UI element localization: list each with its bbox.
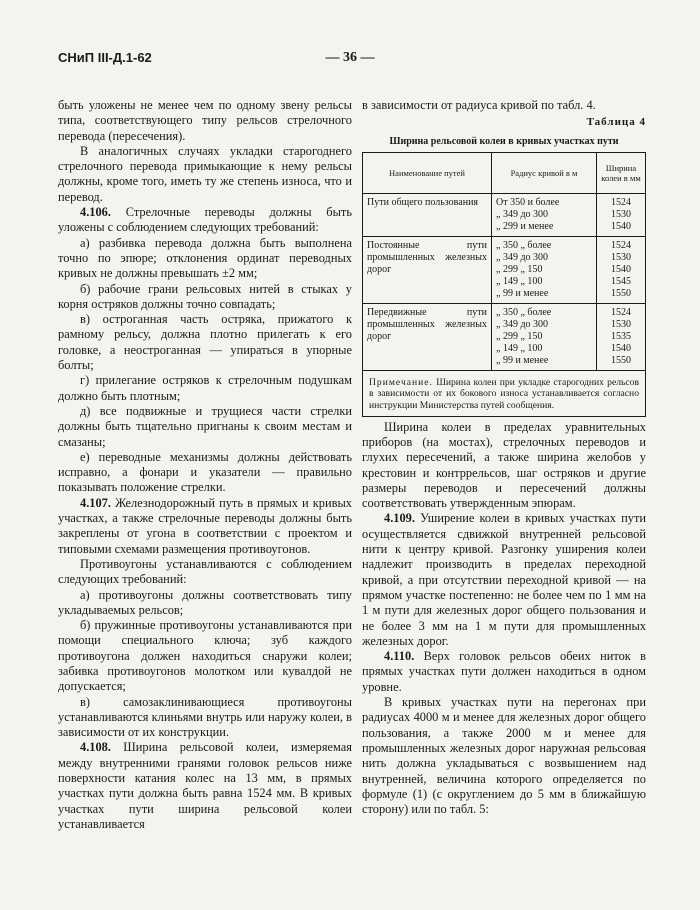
radius-value: „ 149 „ 100	[496, 342, 543, 354]
width-value: 1540	[611, 342, 631, 354]
table-caption: Таблица 4	[586, 116, 646, 129]
table-row	[363, 236, 646, 303]
paragraph: В аналогичных случаях укладки старогоднего стрелочного перевода примыкающие к нему рельсы должны, кроме того, иметь ту же степень износа, что и перевод.	[58, 143, 352, 204]
list-item: г) прилегание остряков к стрелочным подушкам должно быть плотным;	[58, 373, 352, 403]
paragraph: Противоугоны устанавливаются с соблюдением следующих требований:	[58, 556, 352, 587]
section-text: Железнодорожный путь в прямых и кривых участках, а также стрелочные переводы должны быть закреплены от угона в соответствии с проектом и типовыми схемами размещения противоугонов.	[58, 495, 352, 556]
page-header	[58, 50, 642, 70]
column-header: Радиус кривой в м	[492, 152, 597, 193]
width-value: 1530	[611, 318, 631, 330]
list-item: в) остроганная часть остряка, прижатого к рамному рельсу, должна плотно прилегать к его головке, а неостроганная — упираться в упорные болты;	[58, 312, 352, 373]
paragraph: Ширина колеи в пределах уравнительных приборов (на мостах), стрелочных переводов и глухих пересечений, а также ширина желобов у крестовин и контррельсов, шаг остряков и другие размеры переводов и пересечений должны соответствовать утвержденным эпюрам.	[362, 419, 646, 511]
radius-value: „ 299 и менее	[496, 220, 554, 232]
radius-value: От 350 и более	[496, 196, 560, 208]
list-item: е) переводные механизмы должны действовать исправно, а фонари и указатели — правильно показывать положение стрелки.	[58, 449, 352, 495]
paragraph: В кривых участках пути на перегонах при радиусах 4000 м и менее для железных дорог общего пользования, а также 2000 м и менее для промышленных железных дорог наружная рельсовая нить должна укладываться с возвышением над внутренней, величина которого определяется по формуле (1) (с округлением до 5 мм в ближайшую сторону) или по табл. 5:	[362, 695, 646, 817]
section-text: Ширина рельсовой колеи, измеряемая между внутренними гранями головок рельсов ниже поверхности катания колес на 13 мм, в прямых участках пути должна быть равна 1524 мм. В кривых участках пути ширина рельсовой колеи устанавливается	[58, 740, 352, 831]
list-item: а) разбивка перевода должна быть выполнена точно по эпюре; отклонения ординат переводных кривых не должны превышать ±2 мм;	[58, 235, 352, 281]
section-text: Стрелочные переводы должны быть уложены с соблюдением следующих требований:	[58, 205, 352, 235]
radius-cell	[492, 236, 597, 303]
section-4-106	[58, 205, 352, 236]
width-cell	[597, 236, 646, 303]
table-note	[362, 371, 646, 417]
section-number: 4.107.	[80, 495, 111, 510]
width-value: 1550	[611, 354, 631, 366]
width-value: 1540	[611, 263, 631, 275]
radius-value: „ 349 до 300	[496, 208, 549, 220]
section-text: Верх головок рельсов обеих ниток в прямых участках пути должен находиться в одном уровне.	[362, 649, 646, 694]
column-header: Ширина колеи в мм	[597, 152, 646, 193]
width-cell	[597, 193, 646, 236]
section-number: 4.108.	[80, 740, 111, 755]
table-row	[363, 193, 646, 236]
radius-cell	[492, 303, 597, 370]
section-text: Уширение колеи в кривых участках пути осуществляется сдвижкой внутренней рельсовой нити к центру кривой. Разгонку уширения колеи надлежит производить в пределах переходной кривой, а при отсутствии переходной кривой — на прямом участке постепенно: не более чем по 1 мм на 1 м пути для железных дорог общего пользования и не более 3 мм на 1 м пути для промышленных железных дорог.	[362, 511, 646, 648]
width-cell	[597, 303, 646, 370]
table-row	[363, 303, 646, 370]
gauge-width-table	[362, 152, 646, 371]
width-value: 1550	[611, 287, 631, 299]
section-4-110	[362, 649, 646, 695]
width-value: 1535	[611, 330, 631, 342]
radius-value: „ 350 „ более	[496, 306, 552, 318]
right-column	[362, 98, 646, 817]
note-text: Ширина колеи при укладке старогодних рельсов в зависимости от их бокового износа устанавливается согласно инструкции Министерства путей сообщения.	[369, 376, 639, 412]
track-type: Постоянные пути промышленных железных дорог	[363, 236, 492, 303]
list-item: д) все подвижные и трущиеся части стрелки должны быть тщательно пригнаны к своим местам и смазаны;	[58, 403, 352, 449]
list-item: б) пружинные противоугоны устанавливаются при помощи специального ключа; зуб каждого противоугона должен находиться снаружи колеи; забивка противоугонов молотком или кувалдой не допускается;	[58, 618, 352, 694]
page-number: — 36 —	[325, 50, 375, 65]
section-4-107	[58, 496, 352, 557]
section-4-109	[362, 511, 646, 649]
table-title: Ширина рельсовой колеи в кривых участках пути	[389, 135, 619, 147]
track-type: Передвижные пути промышленных железных дорог	[363, 303, 492, 370]
left-column	[58, 98, 352, 832]
list-item: б) рабочие грани рельсовых нитей в стыках у корня остряков должны точно совпадать;	[58, 281, 352, 311]
radius-value: „ 299 „ 150	[496, 330, 543, 342]
document-code: СНиП III-Д.1-62	[58, 50, 152, 65]
note-label: Примечание.	[369, 376, 433, 388]
width-value: 1524	[611, 306, 631, 318]
radius-value: „ 149 „ 100	[496, 275, 543, 287]
section-4-108	[58, 740, 352, 832]
radius-value: „ 349 до 300	[496, 318, 549, 330]
width-value: 1530	[611, 251, 631, 263]
width-value: 1530	[611, 208, 631, 220]
radius-value: „ 349 до 300	[496, 251, 549, 263]
width-value: 1524	[611, 196, 631, 208]
width-value: 1540	[611, 220, 631, 232]
paragraph: в зависимости от радиуса кривой по табл. 4.	[362, 98, 596, 112]
section-number: 4.109.	[384, 511, 415, 526]
width-value: 1524	[611, 239, 631, 251]
column-header: Наименование путей	[363, 152, 492, 193]
width-value: 1545	[611, 275, 631, 287]
radius-value: „ 99 и менее	[496, 354, 549, 366]
list-item: а) противоугоны должны соответствовать типу укладываемых рельсов;	[58, 587, 352, 617]
radius-value: „ 99 и менее	[496, 287, 549, 299]
list-item: в) самозаклинивающиеся противоугоны устанавливаются клиньями внутрь или наружу колеи, в зависимости от их конструкции.	[58, 694, 352, 740]
paragraph: быть уложены не менее чем по одному звену рельсы типа, соответствующего типу рельсов стрелочного перевода (пересечения).	[58, 98, 352, 143]
section-number: 4.110.	[384, 649, 415, 664]
radius-value: „ 299 „ 150	[496, 263, 543, 275]
section-number: 4.106.	[80, 205, 111, 220]
radius-cell	[492, 193, 597, 236]
radius-value: „ 350 „ более	[496, 239, 552, 251]
track-type: Пути общего пользования	[363, 193, 492, 236]
